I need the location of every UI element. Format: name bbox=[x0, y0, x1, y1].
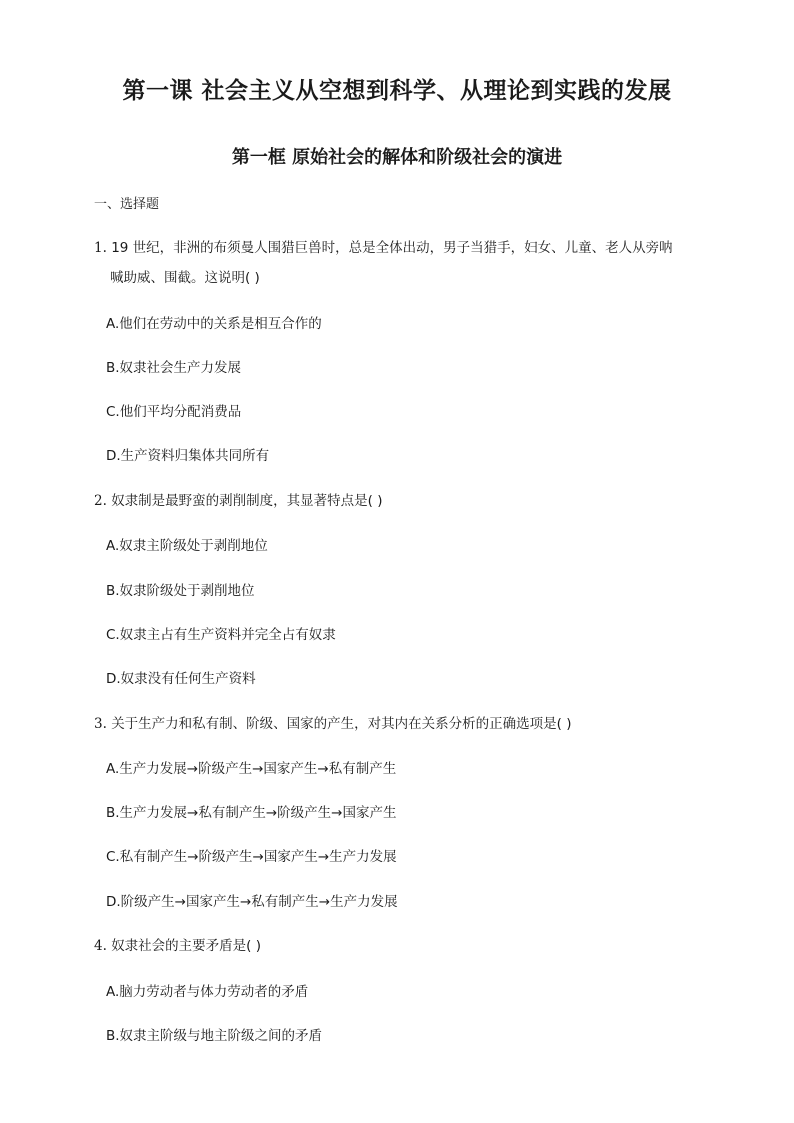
question-number: 3. bbox=[94, 716, 107, 732]
question-1 bbox=[94, 235, 714, 261]
lesson-title: 第一课 社会主义从空想到科学、从理论到实践的发展 bbox=[122, 78, 672, 104]
question-3-option-b: B.生产力发展→私有制产生→阶级产生→国家产生 bbox=[106, 805, 397, 821]
question-2-option-d: D.奴隶没有任何生产资料 bbox=[106, 671, 256, 687]
question-4-option-b: B.奴隶主阶级与地主阶级之间的矛盾 bbox=[106, 1028, 323, 1044]
question-text: 19 世纪，非洲的布须曼人围猎巨兽时，总是全体出动，男子当猎手，妇女、儿童、老人从旁呐 bbox=[111, 240, 673, 256]
question-2-option-a: A.奴隶主阶级处于剥削地位 bbox=[106, 538, 268, 554]
question-4 bbox=[94, 933, 714, 959]
question-text: 奴隶社会的主要矛盾是( ) bbox=[111, 938, 262, 954]
question-4-option-a: A.脑力劳动者与体力劳动者的矛盾 bbox=[106, 984, 309, 1000]
question-3 bbox=[94, 711, 714, 737]
question-number: 4. bbox=[94, 938, 107, 954]
question-2 bbox=[94, 488, 714, 514]
question-1-continuation: 喊助威、围截。这说明( ) bbox=[110, 270, 260, 286]
question-2-option-c: C.奴隶主占有生产资料并完全占有奴隶 bbox=[106, 627, 336, 643]
question-1-option-a: A.他们在劳动中的关系是相互合作的 bbox=[106, 316, 322, 332]
question-text: 关于生产力和私有制、阶级、国家的产生，对其内在关系分析的正确选项是( ) bbox=[111, 716, 572, 732]
question-1-option-b: B.奴隶社会生产力发展 bbox=[106, 360, 242, 376]
question-2-option-b: B.奴隶阶级处于剥削地位 bbox=[106, 583, 255, 599]
question-3-option-a: A.生产力发展→阶级产生→国家产生→私有制产生 bbox=[106, 761, 397, 777]
question-3-option-d: D.阶级产生→国家产生→私有制产生→生产力发展 bbox=[106, 894, 398, 910]
question-text: 奴隶制是最野蛮的剥削制度，其显著特点是( ) bbox=[111, 493, 383, 509]
question-number: 1. bbox=[94, 240, 107, 256]
lesson-subtitle: 第一框 原始社会的解体和阶级社会的演进 bbox=[231, 147, 563, 168]
question-number: 2. bbox=[94, 493, 107, 509]
question-3-option-c: C.私有制产生→阶级产生→国家产生→生产力发展 bbox=[106, 849, 397, 865]
question-1-option-d: D.生产资料归集体共同所有 bbox=[106, 448, 270, 464]
question-1-option-c: C.他们平均分配消费品 bbox=[106, 404, 242, 420]
section-heading: 一、选择题 bbox=[94, 197, 160, 212]
